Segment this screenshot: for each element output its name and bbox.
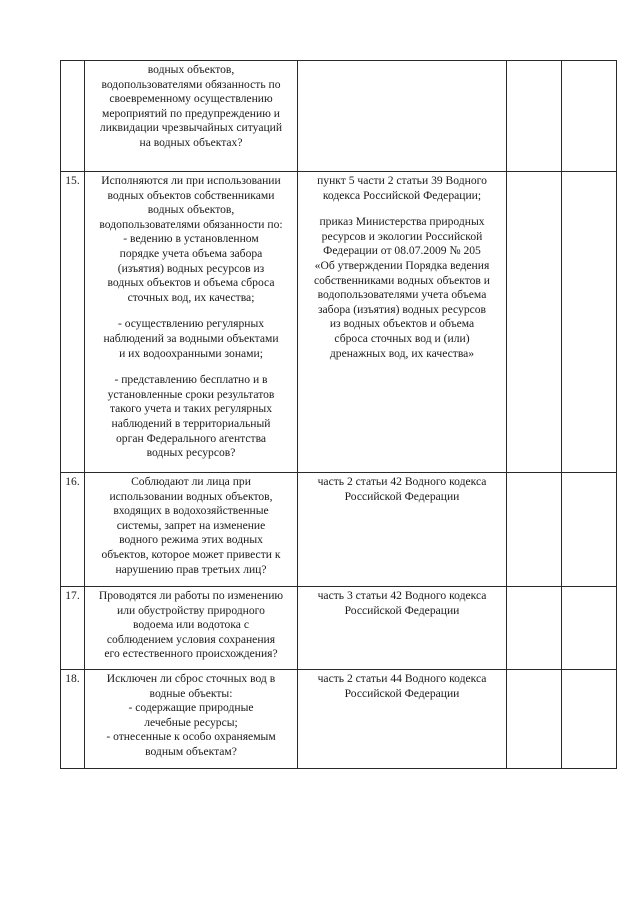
reference-cell — [298, 172, 507, 473]
reference-text: часть 3 статьи 42 Водного кодекса Российской Федерации — [317, 589, 487, 617]
question-text: Исключен ли сброс сточных вод в водные объекты: - содержащие природные лечебные ресурсы; - отнесенные к особо охраняемым водным объектам? — [106, 672, 276, 758]
row-number: 17. — [61, 587, 85, 670]
answer-cell — [507, 670, 562, 769]
table-row — [61, 172, 617, 473]
reference-text: приказ Министерства природных ресурсов и экологии Российской Федерации от 08.07.2009 № 205 «Об утверждении Порядка ведения собственниками водных объектов и водопользователями учета объема забора (изъятия) водных ресурсов из водных объектов и объема сброса сточных вод и (или) дренажных вод, их качества» — [313, 215, 491, 360]
comment-cell — [562, 670, 617, 769]
answer-cell — [507, 587, 562, 670]
comment-cell — [562, 172, 617, 473]
checklist-table — [60, 60, 617, 769]
table-row — [61, 61, 617, 172]
reference-cell — [298, 61, 507, 172]
answer-cell — [507, 473, 562, 587]
row-number: 18. — [61, 670, 85, 769]
answer-cell — [507, 61, 562, 172]
question-cell — [85, 61, 298, 172]
answer-cell — [507, 172, 562, 473]
question-text: Соблюдают ли лица при использовании водных объектов, входящих в водохозяйственные системы, запрет на изменение водного режима этих водных объектов, которое может привести к нарушению прав третьих лиц? — [101, 475, 281, 576]
question-text: Исполняются ли при использовании водных объектов собственниками водных объектов, водопользователями обязанности по: - ведению в установленном порядке учета объема забора (изъятия) водных ресурсов из водных объектов и объема сброса сточных вод, их качества; — [99, 174, 283, 304]
comment-cell — [562, 61, 617, 172]
reference-cell — [298, 670, 507, 769]
row-number: 15. — [61, 172, 85, 473]
table-row — [61, 670, 617, 769]
question-cell — [85, 172, 298, 473]
reference-text: часть 2 статьи 44 Водного кодекса Российской Федерации — [317, 672, 487, 700]
reference-cell — [298, 473, 507, 587]
comment-cell — [562, 587, 617, 670]
reference-cell — [298, 587, 507, 670]
reference-text: часть 2 статьи 42 Водного кодекса Российской Федерации — [317, 475, 487, 503]
table-row — [61, 473, 617, 587]
question-text: - осуществлению регулярных наблюдений за водными объектами и их водоохранными зонами; — [103, 317, 279, 360]
question-cell — [85, 587, 298, 670]
question-text: водных объектов, водопользователями обязанность по своевременному осуществлению мероприятий по предупреждению и ликвидации чрезвычайных ситуаций на водных объектах? — [99, 63, 283, 149]
comment-cell — [562, 473, 617, 587]
question-cell — [85, 670, 298, 769]
table-row — [61, 587, 617, 670]
question-text: - представлению бесплатно и в установленные сроки результатов такого учета и таких регулярных наблюдений в территориальный орган Федерального агентства водных ресурсов? — [107, 373, 275, 460]
question-cell — [85, 473, 298, 587]
row-number: 16. — [61, 473, 85, 587]
row-number — [61, 61, 85, 172]
question-text: Проводятся ли работы по изменению или обустройству природного водоема или водотока с соблюдением условия сохранения его естественного происхождения? — [98, 589, 284, 661]
reference-text: пункт 5 части 2 статьи 39 Водного кодекса Российской Федерации; — [317, 174, 487, 202]
